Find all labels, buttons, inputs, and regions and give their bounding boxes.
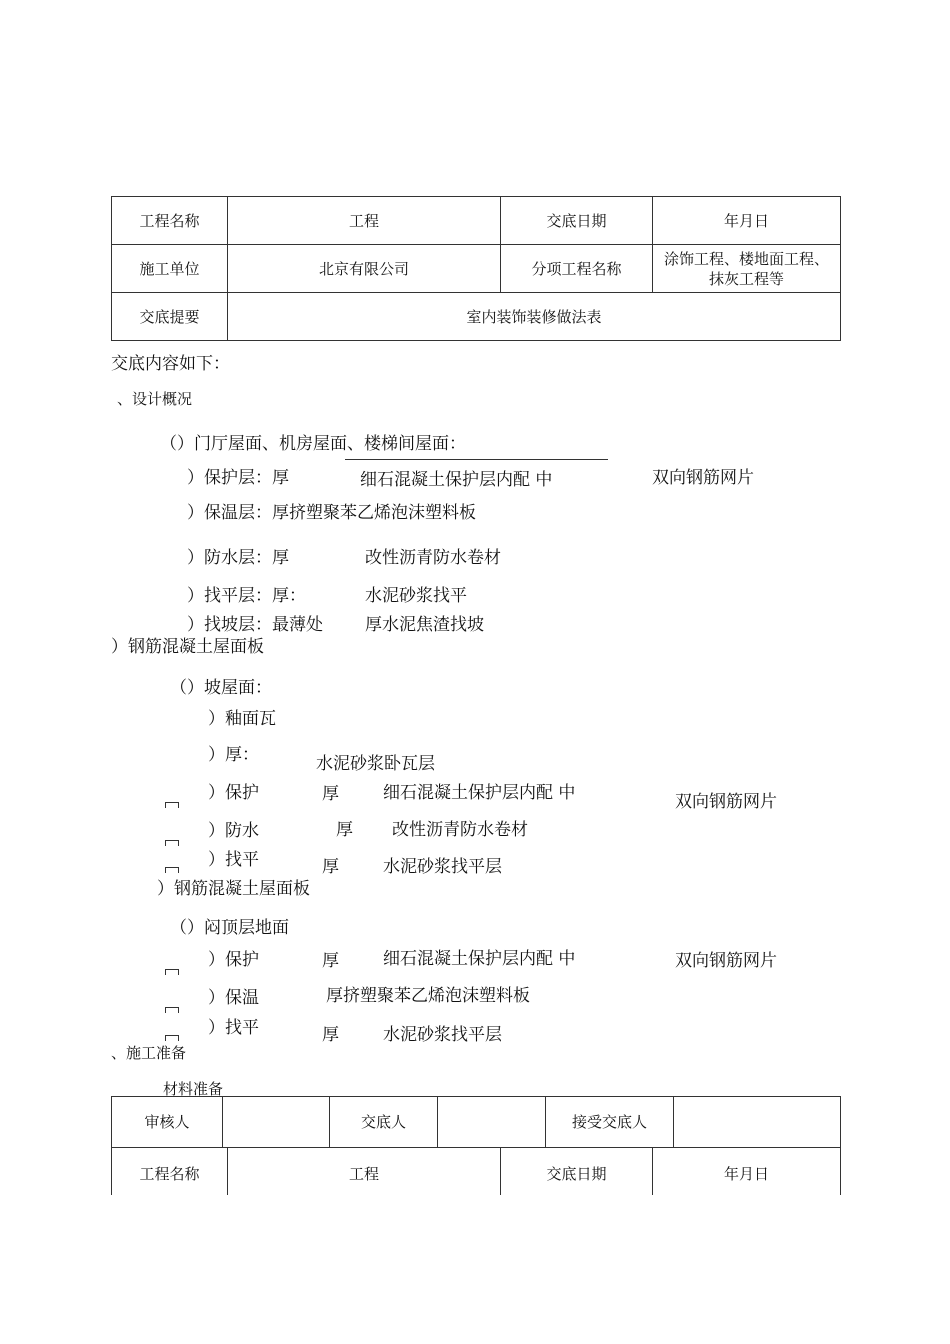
- cell-reviewer-value: [223, 1097, 330, 1148]
- cell-subproject-label: 分项工程名称: [501, 245, 653, 293]
- part2-item1-label: ）釉面瓦: [208, 709, 276, 729]
- part2-item3-thick: 厚: [322, 784, 339, 804]
- part1-item3-label: ）防水层：厚: [187, 548, 289, 568]
- bracket-mark: [165, 867, 179, 873]
- cell-footer-project-label: 工程名称: [112, 1148, 228, 1196]
- cell-contractor-label: 施工单位: [112, 245, 228, 293]
- part1-item3-desc: 改性沥青防水卷材: [365, 548, 501, 568]
- part2-base: ）钢筋混凝土屋面板: [157, 879, 310, 899]
- part2-item4-desc: 改性沥青防水卷材: [392, 820, 528, 840]
- footer-table: [111, 1147, 841, 1195]
- part3-item3-desc: 水泥砂浆找平层: [383, 1025, 502, 1045]
- part2-heading: （）坡屋面：: [170, 678, 272, 698]
- part2-item3-desc: 细石混凝土保护层内配 中: [383, 783, 576, 803]
- part1-base: ）钢筋混凝土屋面板: [111, 637, 264, 657]
- cell-date-label: 交底日期: [501, 197, 653, 245]
- part3-item1-label: ）保护: [208, 950, 259, 970]
- bracket-mark: [165, 802, 179, 808]
- part1-item1-label: ）保护层：厚: [187, 468, 289, 488]
- part2-item5-thick: 厚: [322, 857, 339, 877]
- cell-project-name-value: 工程: [228, 197, 501, 245]
- part1-item2-label: ）保温层：厚挤塑聚苯乙烯泡沫塑料板: [187, 503, 476, 523]
- part1-item1-desc: 细石混凝土保护层内配 中: [360, 470, 553, 490]
- footer-table-wrap: [111, 1147, 841, 1195]
- part2-item3-label: ）保护: [208, 783, 259, 803]
- part2-item5-label: ）找平: [208, 850, 259, 870]
- bracket-mark: [165, 1035, 179, 1041]
- cell-presenter-value: [438, 1097, 546, 1148]
- part2-item2-desc: 水泥砂浆卧瓦层: [316, 754, 435, 774]
- part3-item2-desc: 厚挤塑聚苯乙烯泡沫塑料板: [326, 986, 530, 1006]
- part3-item2-label: ）保温: [208, 988, 259, 1008]
- cell-date-value: 年月日: [653, 197, 841, 245]
- cell-footer-project-value: 工程: [228, 1148, 501, 1196]
- cell-reviewer-label: 审核人: [112, 1097, 223, 1148]
- cell-recipient-value: [674, 1097, 841, 1148]
- sign-table: [111, 1096, 841, 1148]
- section2-title: 、施工准备: [111, 1044, 187, 1062]
- header-table: [111, 196, 841, 341]
- cell-subproject-value: 涂饰工程、楼地面工程、抹灰工程等: [653, 245, 841, 293]
- cell-recipient-label: 接受交底人: [546, 1097, 674, 1148]
- content-intro: 交底内容如下：: [111, 354, 230, 374]
- part2-item2-label: ）厚：: [208, 745, 259, 765]
- part1-item5-label: ）找坡层：最薄处: [187, 615, 323, 635]
- part3-item3-thick: 厚: [322, 1025, 339, 1045]
- cell-footer-date-label: 交底日期: [501, 1148, 653, 1196]
- cell-project-name-label: 工程名称: [112, 197, 228, 245]
- part3-item1-thick: 厚: [322, 951, 339, 971]
- part1-item4-desc: 水泥砂浆找平: [365, 586, 467, 606]
- part3-heading: （）闷顶层地面: [170, 918, 289, 938]
- cell-contractor-value: 北京有限公司: [228, 245, 501, 293]
- cell-summary-value: 室内装饰装修做法表: [228, 293, 841, 341]
- part1-item1-extra: 双向钢筋网片: [652, 468, 754, 488]
- part3-item1-desc: 细石混凝土保护层内配 中: [383, 949, 576, 969]
- part2-item4-thick: 厚: [336, 820, 353, 840]
- part1-item4-label: ）找平层：厚：: [187, 586, 306, 606]
- bracket-mark: [165, 840, 179, 846]
- part2-item5-desc: 水泥砂浆找平层: [383, 857, 502, 877]
- part1-underline: [345, 459, 608, 460]
- part3-item1-extra: 双向钢筋网片: [675, 951, 777, 971]
- materials-heading: 材料准备: [163, 1080, 224, 1098]
- part1-heading: （）门厅屋面、机房屋面、楼梯间屋面：: [160, 434, 466, 454]
- cell-summary-label: 交底提要: [112, 293, 228, 341]
- part2-item4-label: ）防水: [208, 821, 259, 841]
- bracket-mark: [165, 1007, 179, 1013]
- cell-presenter-label: 交底人: [330, 1097, 438, 1148]
- cell-footer-date-value: 年月日: [653, 1148, 841, 1196]
- part1-item5-desc: 厚水泥焦渣找坡: [365, 615, 484, 635]
- bracket-mark: [165, 969, 179, 975]
- part2-item3-extra: 双向钢筋网片: [675, 792, 777, 812]
- part3-item3-label: ）找平: [208, 1018, 259, 1038]
- section1-title: 、设计概况: [117, 390, 193, 408]
